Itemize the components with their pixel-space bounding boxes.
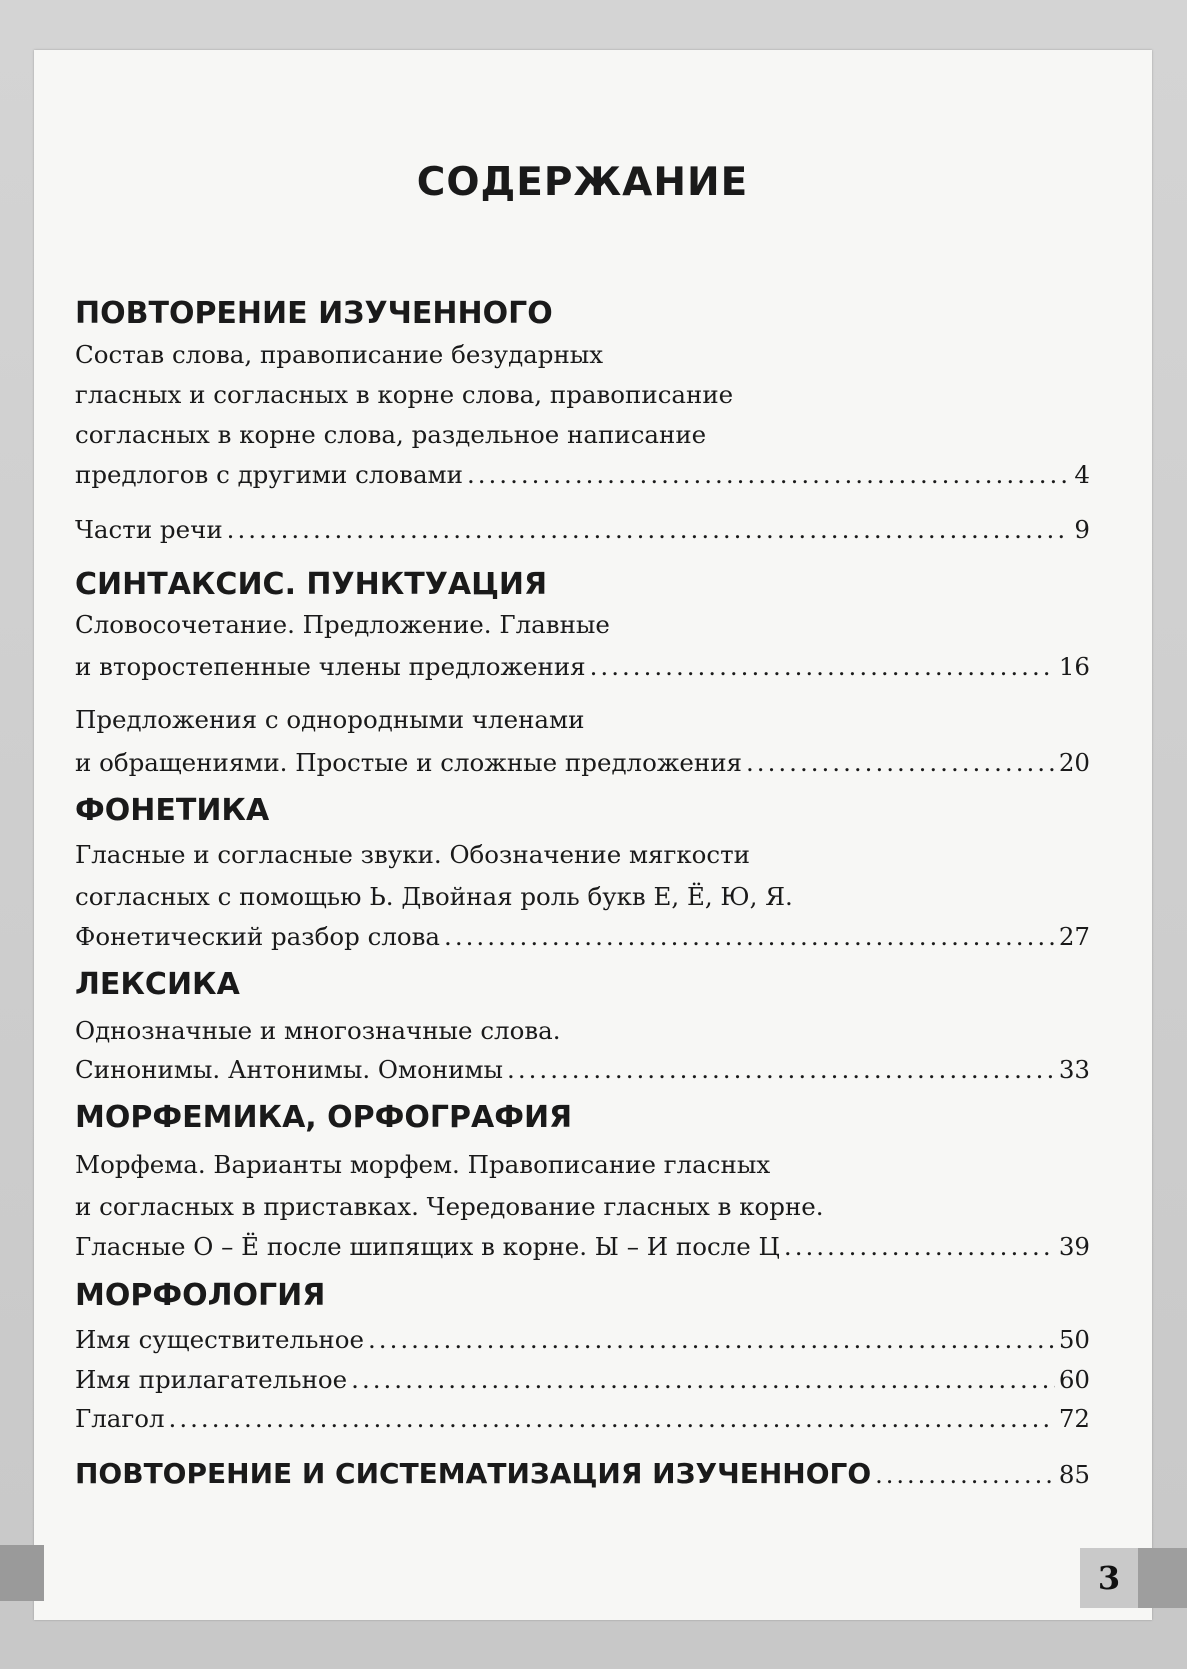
page-number-tab bbox=[1080, 1548, 1187, 1608]
section-heading-morphology: МОРФОЛОГИЯ bbox=[75, 1278, 326, 1313]
toc-entry-text: и обращениями. Простые и сложные предложения bbox=[75, 748, 742, 777]
toc-page-number: 27 bbox=[1058, 922, 1090, 951]
toc-entry-line: Гласные и согласные звуки. Обозначение мягкости bbox=[75, 840, 750, 869]
leader-dots bbox=[467, 460, 1070, 489]
page-number: 3 bbox=[1080, 1548, 1138, 1608]
toc-entry-line: Предложения с однородными членами bbox=[75, 705, 585, 734]
page-title: СОДЕРЖАНИЕ bbox=[416, 160, 749, 205]
leader-dots bbox=[746, 748, 1055, 777]
section-heading-phonetics: ФОНЕТИКА bbox=[75, 793, 270, 828]
toc-page-number: 4 bbox=[1074, 460, 1090, 489]
toc-entry[interactable] bbox=[75, 922, 1090, 951]
leader-dots bbox=[169, 1404, 1055, 1433]
toc-page-number: 20 bbox=[1058, 748, 1090, 777]
leader-dots bbox=[875, 1461, 1055, 1489]
toc-entry-text: Гласные О – Ё после шипящих в корне. Ы – И после Ц bbox=[75, 1232, 780, 1261]
toc-entry-final[interactable] bbox=[75, 1457, 1090, 1490]
toc-entry-text: Имя существительное bbox=[75, 1325, 365, 1354]
toc-page-number: 72 bbox=[1058, 1404, 1090, 1433]
section-heading-syntax: СИНТАКСИС. ПУНКТУАЦИЯ bbox=[75, 567, 548, 602]
leader-dots bbox=[351, 1365, 1055, 1394]
toc-entry-line: Морфема. Варианты морфем. Правописание гласных bbox=[75, 1150, 771, 1179]
toc-entry-text: и второстепенные члены предложения bbox=[75, 652, 586, 681]
leader-dots bbox=[590, 652, 1055, 681]
toc-entry-text: Имя прилагательное bbox=[75, 1365, 348, 1394]
leader-dots bbox=[368, 1325, 1055, 1354]
toc-entry-text: Глагол bbox=[75, 1404, 165, 1433]
toc-entry-line: Однозначные и многозначные слова. bbox=[75, 1016, 561, 1045]
toc-entry[interactable] bbox=[75, 1404, 1090, 1433]
toc-entry[interactable] bbox=[75, 652, 1090, 681]
toc-page-number: 39 bbox=[1058, 1232, 1090, 1261]
toc-entry-line: Словосочетание. Предложение. Главные bbox=[75, 610, 610, 639]
toc-entry[interactable] bbox=[75, 1325, 1090, 1354]
toc-entry[interactable] bbox=[75, 460, 1090, 489]
toc-page-number: 33 bbox=[1058, 1055, 1090, 1084]
toc-entry-line: и согласных в приставках. Чередование гласных в корне. bbox=[75, 1192, 824, 1221]
toc-entry-text: Части речи bbox=[75, 515, 223, 544]
toc-page-number: 50 bbox=[1058, 1325, 1090, 1354]
section-heading-final-review: ПОВТОРЕНИЕ И СИСТЕМАТИЗАЦИЯ ИЗУЧЕННОГО bbox=[75, 1457, 872, 1490]
section-heading-lexicon: ЛЕКСИКА bbox=[75, 967, 240, 1002]
leader-dots bbox=[784, 1232, 1055, 1261]
toc-entry[interactable] bbox=[75, 748, 1090, 777]
toc-entry-text: предлогов с другими словами bbox=[75, 460, 463, 489]
toc-page-number: 9 bbox=[1074, 515, 1090, 544]
toc-entry[interactable] bbox=[75, 1055, 1090, 1084]
toc-entry[interactable] bbox=[75, 1232, 1090, 1261]
toc-entry-line: согласных с помощью Ь. Двойная роль букв Е, Ё, Ю, Я. bbox=[75, 882, 793, 911]
section-heading-review: ПОВТОРЕНИЕ ИЗУЧЕННОГО bbox=[75, 296, 553, 331]
toc-entry-text: Синонимы. Антонимы. Омонимы bbox=[75, 1055, 504, 1084]
toc-entry[interactable] bbox=[75, 515, 1090, 544]
leader-dots bbox=[227, 515, 1071, 544]
section-heading-morphemics: МОРФЕМИКА, ОРФОГРАФИЯ bbox=[75, 1100, 573, 1135]
toc-page-number: 60 bbox=[1058, 1365, 1090, 1394]
toc-page-number: 16 bbox=[1058, 652, 1090, 681]
leader-dots bbox=[507, 1055, 1055, 1084]
toc-entry-line: гласных и согласных в корне слова, правописание bbox=[75, 380, 734, 409]
leader-dots bbox=[444, 922, 1055, 951]
toc-entry-line: согласных в корне слова, раздельное написание bbox=[75, 420, 707, 449]
toc-entry-line: Состав слова, правописание безударных bbox=[75, 340, 604, 369]
left-edge-tab bbox=[0, 1545, 44, 1601]
toc-entry[interactable] bbox=[75, 1365, 1090, 1394]
toc-entry-text: Фонетический разбор слова bbox=[75, 922, 441, 951]
toc-page-number: 85 bbox=[1058, 1460, 1090, 1489]
